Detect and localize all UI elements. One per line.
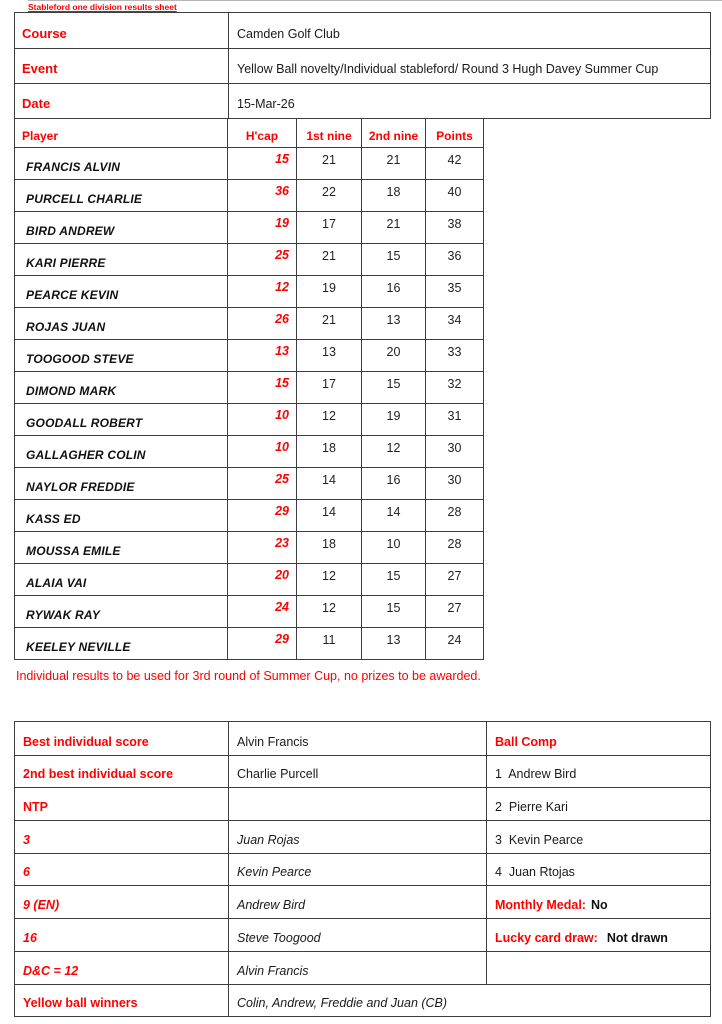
col-header-first-nine: 1st nine — [296, 119, 361, 147]
col-header-points: Points — [425, 119, 483, 147]
ball-comp-header: Ball Comp — [486, 722, 710, 755]
points-cell: 28 — [425, 499, 483, 531]
sheet-title: Stableford one division results sheet — [28, 2, 177, 12]
player-name: DIMOND MARK — [15, 371, 227, 403]
ntp-value — [228, 787, 486, 820]
second-nine-cell: 16 — [361, 275, 425, 307]
points-cell: 32 — [425, 371, 483, 403]
best-score-label: Best individual score — [23, 734, 149, 749]
hcap-cell: 29 — [227, 627, 296, 659]
hcap-cell: 15 — [227, 371, 296, 403]
points-cell: 24 — [425, 627, 483, 659]
ntp-hole-3-label: 3 — [15, 820, 228, 853]
first-nine-cell: 12 — [296, 403, 361, 435]
first-nine-cell: 12 — [296, 563, 361, 595]
second-nine-cell: 19 — [361, 403, 425, 435]
points-cell: 35 — [425, 275, 483, 307]
points-cell: 27 — [425, 563, 483, 595]
player-name: KASS ED — [15, 499, 227, 531]
second-nine-cell: 15 — [361, 371, 425, 403]
ntp-hole-3-value: Juan Rojas — [228, 820, 486, 853]
lucky-card-value: Not drawn — [606, 930, 668, 945]
ntp-hole-16-label: 16 — [15, 918, 228, 951]
course-value: Camden Golf Club — [228, 13, 710, 48]
points-cell: 31 — [425, 403, 483, 435]
player-name: PEARCE KEVIN — [15, 275, 227, 307]
ball-comp-3: 3 Kevin Pearce — [486, 820, 710, 853]
second-nine-cell: 15 — [361, 563, 425, 595]
player-name: NAYLOR FREDDIE — [15, 467, 227, 499]
hcap-cell: 36 — [227, 179, 296, 211]
player-name: GOODALL ROBERT — [15, 403, 227, 435]
monthly-medal-label: Monthly Medal: — [495, 898, 586, 913]
player-name: RYWAK RAY — [15, 595, 227, 627]
hcap-cell: 25 — [227, 243, 296, 275]
drive-chip-value: Alvin Francis — [228, 951, 486, 984]
points-cell: 27 — [425, 595, 483, 627]
first-nine-cell: 19 — [296, 275, 361, 307]
first-nine-cell: 18 — [296, 435, 361, 467]
points-cell: 30 — [425, 435, 483, 467]
second-nine-cell: 14 — [361, 499, 425, 531]
second-nine-cell: 13 — [361, 307, 425, 339]
player-name: ROJAS JUAN — [15, 307, 227, 339]
points-cell: 40 — [425, 179, 483, 211]
player-name: MOUSSA EMILE — [15, 531, 227, 563]
hcap-cell: 29 — [227, 499, 296, 531]
monthly-medal-value: No — [590, 898, 608, 913]
second-nine-cell: 16 — [361, 467, 425, 499]
hcap-cell: 25 — [227, 467, 296, 499]
second-nine-cell: 18 — [361, 179, 425, 211]
second-nine-cell: 20 — [361, 339, 425, 371]
date-label: Date — [15, 83, 228, 118]
hcap-cell: 10 — [227, 435, 296, 467]
second-nine-cell: 12 — [361, 435, 425, 467]
drive-chip-label: D&C = 12 — [15, 951, 228, 984]
player-name: BIRD ANDREW — [15, 211, 227, 243]
page-top-divider — [28, 0, 722, 1]
hcap-cell: 10 — [227, 403, 296, 435]
results-table — [14, 118, 484, 660]
first-nine-cell: 17 — [296, 371, 361, 403]
second-nine-cell: 21 — [361, 147, 425, 179]
first-nine-cell: 14 — [296, 467, 361, 499]
second-best-score-value: Charlie Purcell — [228, 755, 486, 788]
first-nine-cell: 11 — [296, 627, 361, 659]
hcap-cell: 15 — [227, 147, 296, 179]
player-name: KARI PIERRE — [15, 243, 227, 275]
first-nine-cell: 18 — [296, 531, 361, 563]
info-table — [14, 12, 711, 119]
hcap-cell: 12 — [227, 275, 296, 307]
ball-comp-4: 4 Juan Rtojas — [486, 853, 710, 886]
hcap-cell: 24 — [227, 595, 296, 627]
col-header-hcap: H'cap — [227, 119, 296, 147]
yellow-ball-winners-value: Colin, Andrew, Freddie and Juan (CB) — [228, 984, 710, 1017]
points-cell: 38 — [425, 211, 483, 243]
hcap-cell: 20 — [227, 563, 296, 595]
lucky-card-cell — [486, 918, 710, 951]
player-name: TOOGOOD STEVE — [15, 339, 227, 371]
col-header-player: Player — [22, 129, 59, 143]
first-nine-cell: 21 — [296, 307, 361, 339]
points-cell: 36 — [425, 243, 483, 275]
second-nine-cell: 15 — [361, 595, 425, 627]
lucky-card-label: Lucky card draw: — [495, 930, 598, 945]
second-nine-cell: 10 — [361, 531, 425, 563]
points-cell: 33 — [425, 339, 483, 371]
second-best-score-label: 2nd best individual score — [15, 755, 228, 788]
first-nine-cell: 22 — [296, 179, 361, 211]
event-value: Yellow Ball novelty/Individual stableford/ Round 3 Hugh Davey Summer Cup — [228, 48, 710, 83]
player-name: PURCELL CHARLIE — [15, 179, 227, 211]
points-cell: 42 — [425, 147, 483, 179]
first-nine-cell: 21 — [296, 147, 361, 179]
yellow-ball-winners-label: Yellow ball winners — [15, 984, 228, 1017]
first-nine-cell: 14 — [296, 499, 361, 531]
hcap-cell: 26 — [227, 307, 296, 339]
hcap-cell: 19 — [227, 211, 296, 243]
player-name: ALAIA VAI — [15, 563, 227, 595]
hcap-cell: 13 — [227, 339, 296, 371]
ntp-hole-6-value: Kevin Pearce — [228, 853, 486, 886]
col-header-second-nine: 2nd nine — [361, 119, 425, 147]
ntp-hole-9-value: Andrew Bird — [228, 885, 486, 918]
ntp-hole-6-label: 6 — [15, 853, 228, 886]
first-nine-cell: 13 — [296, 339, 361, 371]
ntp-hole-9-label: 9 (EN) — [15, 885, 228, 918]
player-name: GALLAGHER COLIN — [15, 435, 227, 467]
ball-comp-2: 2 Pierre Kari — [486, 787, 710, 820]
first-nine-cell: 12 — [296, 595, 361, 627]
summer-cup-note: Individual results to be used for 3rd round of Summer Cup, no prizes to be awarded. — [16, 669, 481, 683]
first-nine-cell: 21 — [296, 243, 361, 275]
player-name: FRANCIS ALVIN — [15, 147, 227, 179]
player-name: KEELEY NEVILLE — [15, 627, 227, 659]
event-label: Event — [15, 48, 228, 83]
first-nine-cell: 17 — [296, 211, 361, 243]
date-value: 15-Mar-26 — [228, 83, 710, 118]
points-cell: 34 — [425, 307, 483, 339]
ball-comp-1: 1 Andrew Bird — [486, 755, 710, 788]
ntp-hole-16-value: Steve Toogood — [228, 918, 486, 951]
second-nine-cell: 15 — [361, 243, 425, 275]
best-score-value: Alvin Francis — [228, 722, 486, 755]
course-label: Course — [22, 26, 67, 41]
monthly-medal-cell — [486, 885, 710, 918]
ntp-label: NTP — [15, 787, 228, 820]
awards-empty-cell — [486, 951, 710, 984]
second-nine-cell: 13 — [361, 627, 425, 659]
second-nine-cell: 21 — [361, 211, 425, 243]
awards-table — [14, 721, 711, 1017]
points-cell: 30 — [425, 467, 483, 499]
hcap-cell: 23 — [227, 531, 296, 563]
points-cell: 28 — [425, 531, 483, 563]
